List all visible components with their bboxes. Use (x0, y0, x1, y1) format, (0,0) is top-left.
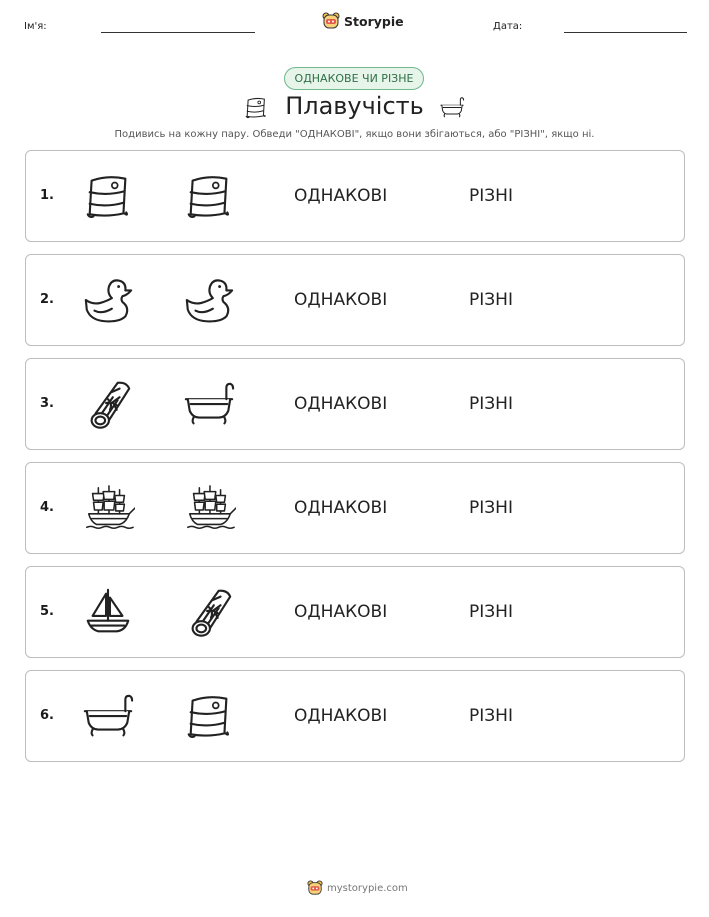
different-option[interactable]: РІЗНІ (469, 706, 513, 726)
question-row (25, 254, 685, 346)
different-option[interactable]: РІЗНІ (469, 498, 513, 518)
name-label: Ім'я: (24, 21, 47, 32)
same-option[interactable]: ОДНАКОВІ (294, 602, 388, 622)
same-option[interactable]: ОДНАКОВІ (294, 706, 388, 726)
sailing-ship-icon (182, 482, 236, 536)
date-label: Дата: (493, 21, 523, 32)
different-option[interactable]: РІЗНІ (469, 186, 513, 206)
same-option[interactable]: ОДНАКОВІ (294, 498, 388, 518)
question-row (25, 670, 685, 762)
bathtub-icon (81, 690, 135, 744)
instruction-text: Подивись на кожну пару. Обведи "ОДНАКОВІ", якщо вони збігаються, або "РІЗНІ", якщо ні. (114, 129, 595, 140)
same-option[interactable]: ОДНАКОВІ (294, 394, 388, 414)
question-number: 6. (40, 708, 54, 723)
brand-logo (322, 12, 404, 30)
wood-log-icon (81, 378, 135, 432)
different-option[interactable]: РІЗНІ (469, 602, 513, 622)
question-number: 2. (40, 292, 54, 307)
question-number: 4. (40, 500, 54, 515)
bathtub-icon (437, 95, 467, 121)
brand-name: Storypie (344, 13, 404, 29)
question-row (25, 150, 685, 242)
footer (307, 880, 408, 896)
date-field[interactable] (564, 32, 687, 33)
sailing-ship-icon (81, 482, 135, 536)
name-field[interactable] (101, 32, 255, 33)
rubber-duck-icon (81, 274, 135, 328)
question-row (25, 358, 685, 450)
same-option[interactable]: ОДНАКОВІ (294, 186, 388, 206)
question-row (25, 566, 685, 658)
rubber-duck-icon (182, 274, 236, 328)
question-row (25, 462, 685, 554)
swim-ring-icon (81, 170, 135, 224)
different-option[interactable]: РІЗНІ (469, 394, 513, 414)
question-number: 5. (40, 604, 54, 619)
wood-log-icon (182, 586, 236, 640)
bathtub-icon (182, 378, 236, 432)
storypie-bear-logo-icon (322, 12, 340, 30)
footer-site-link[interactable]: mystorypie.com (327, 882, 408, 894)
swim-ring-icon (182, 170, 236, 224)
sailboat-icon (81, 586, 135, 640)
swim-ring-icon (182, 690, 236, 744)
question-number: 3. (40, 396, 54, 411)
storypie-bear-logo-icon (307, 880, 323, 896)
different-option[interactable]: РІЗНІ (469, 290, 513, 310)
question-number: 1. (40, 188, 54, 203)
worksheet-tag: ОДНАКОВЕ ЧИ РІЗНЕ (284, 67, 424, 90)
page-title: Плавучість (285, 92, 424, 120)
same-option[interactable]: ОДНАКОВІ (294, 290, 388, 310)
